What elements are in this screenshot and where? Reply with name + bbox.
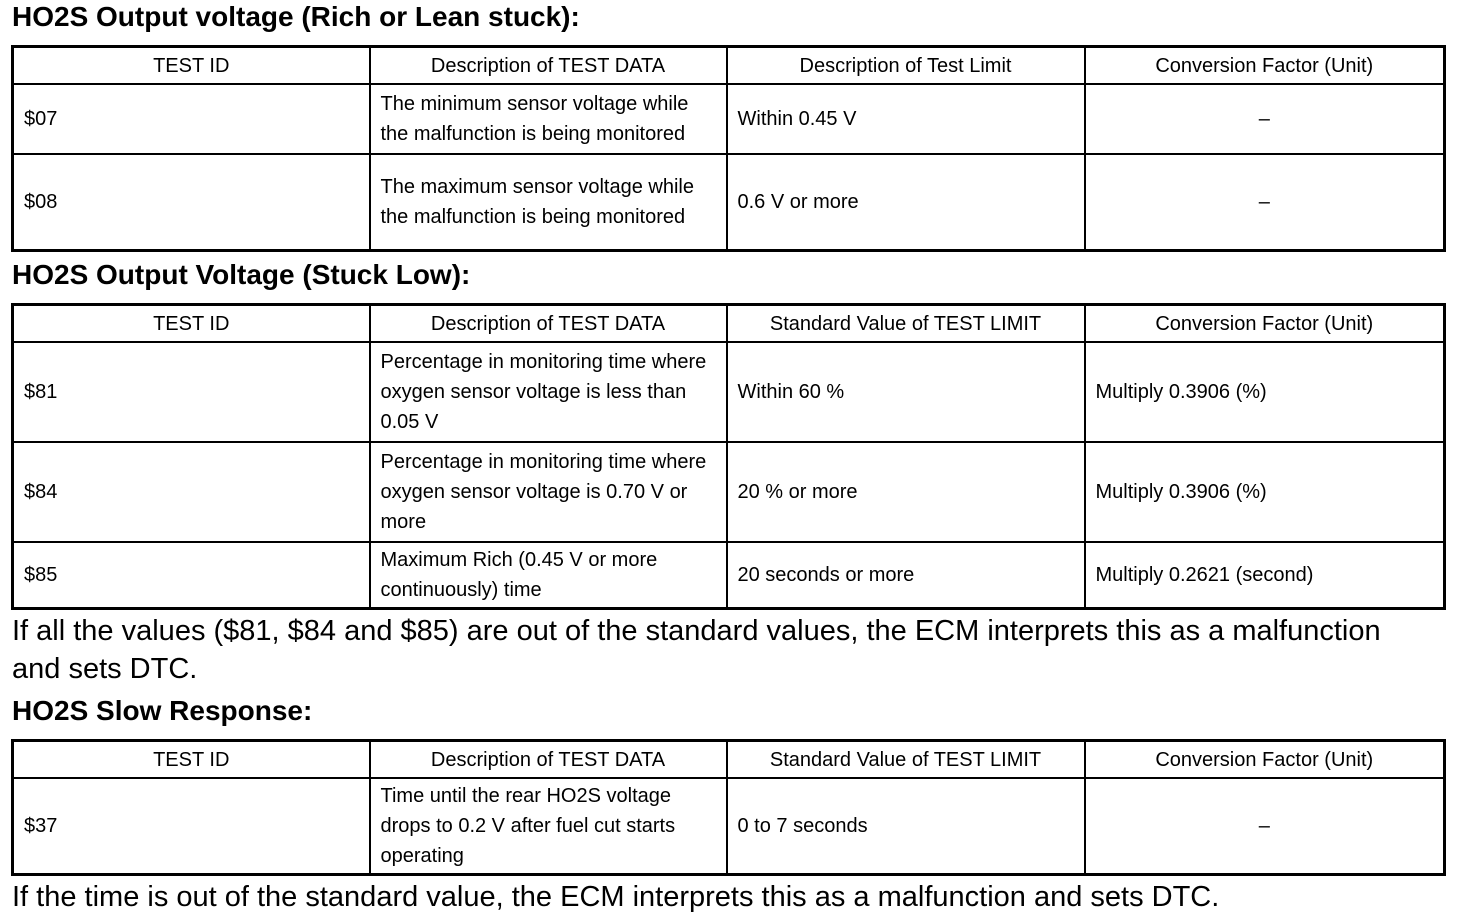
header-test-limit: Description of Test Limit bbox=[727, 47, 1085, 85]
header-test-id: TEST ID bbox=[13, 47, 370, 85]
header-test-id: TEST ID bbox=[13, 741, 370, 779]
header-test-id: TEST ID bbox=[13, 305, 370, 343]
cell-limit: 0 to 7 seconds bbox=[727, 778, 1085, 875]
cell-description: Maximum Rich (0.45 V or more continuously) time bbox=[370, 542, 727, 609]
header-test-limit: Standard Value of TEST LIMIT bbox=[727, 305, 1085, 343]
table-rich-lean-stuck bbox=[11, 45, 1446, 252]
header-test-data: Description of TEST DATA bbox=[370, 741, 727, 779]
cell-test-id: $08 bbox=[13, 154, 370, 251]
cell-conversion-factor: Multiply 0.2621 (second) bbox=[1085, 542, 1445, 609]
header-test-data: Description of TEST DATA bbox=[370, 47, 727, 85]
section-title-slow-response: HO2S Slow Response: bbox=[12, 695, 313, 726]
cell-test-id: $07 bbox=[13, 84, 370, 154]
header-test-data: Description of TEST DATA bbox=[370, 305, 727, 343]
table-row bbox=[13, 442, 1445, 542]
cell-test-id: $85 bbox=[13, 542, 370, 609]
cell-test-id: $81 bbox=[13, 342, 370, 442]
cell-conversion-factor: – bbox=[1085, 154, 1445, 251]
table-slow-response bbox=[11, 739, 1446, 876]
cell-limit: 20 % or more bbox=[727, 442, 1085, 542]
cell-test-id: $37 bbox=[13, 778, 370, 875]
cell-description: The minimum sensor voltage while the malfunction is being monitored bbox=[370, 84, 727, 154]
table-header-row bbox=[13, 305, 1445, 343]
header-conversion-factor: Conversion Factor (Unit) bbox=[1085, 741, 1445, 779]
table-header-row bbox=[13, 741, 1445, 779]
table-row bbox=[13, 154, 1445, 251]
cell-limit: Within 0.45 V bbox=[727, 84, 1085, 154]
table-row bbox=[13, 778, 1445, 875]
note-slow-response: If the time is out of the standard value, the ECM interprets this as a malfunction and sets DTC. bbox=[12, 881, 1220, 913]
note-stuck-low-line1: If all the values ($81, $84 and $85) are out of the standard values, the ECM interprets this as a malfunction bbox=[12, 615, 1381, 647]
note-stuck-low-line2: and sets DTC. bbox=[12, 653, 198, 685]
section-title-rich-lean-stuck: HO2S Output voltage (Rich or Lean stuck): bbox=[12, 1, 580, 32]
cell-limit: Within 60 % bbox=[727, 342, 1085, 442]
table-row bbox=[13, 542, 1445, 609]
cell-limit: 0.6 V or more bbox=[727, 154, 1085, 251]
table-stuck-low bbox=[11, 303, 1446, 610]
table-row bbox=[13, 342, 1445, 442]
cell-conversion-factor: Multiply 0.3906 (%) bbox=[1085, 342, 1445, 442]
cell-limit: 20 seconds or more bbox=[727, 542, 1085, 609]
cell-description: Time until the rear HO2S voltage drops to 0.2 V after fuel cut starts operating bbox=[370, 778, 727, 875]
cell-conversion-factor: – bbox=[1085, 84, 1445, 154]
header-conversion-factor: Conversion Factor (Unit) bbox=[1085, 47, 1445, 85]
cell-test-id: $84 bbox=[13, 442, 370, 542]
cell-description: Percentage in monitoring time where oxygen sensor voltage is 0.70 V or more bbox=[370, 442, 727, 542]
section-title-stuck-low: HO2S Output Voltage (Stuck Low): bbox=[12, 259, 471, 290]
cell-conversion-factor: – bbox=[1085, 778, 1445, 875]
header-conversion-factor: Conversion Factor (Unit) bbox=[1085, 305, 1445, 343]
cell-description: The maximum sensor voltage while the malfunction is being monitored bbox=[370, 154, 727, 251]
table-header-row bbox=[13, 47, 1445, 85]
cell-conversion-factor: Multiply 0.3906 (%) bbox=[1085, 442, 1445, 542]
table-row bbox=[13, 84, 1445, 154]
header-test-limit: Standard Value of TEST LIMIT bbox=[727, 741, 1085, 779]
cell-description: Percentage in monitoring time where oxygen sensor voltage is less than 0.05 V bbox=[370, 342, 727, 442]
